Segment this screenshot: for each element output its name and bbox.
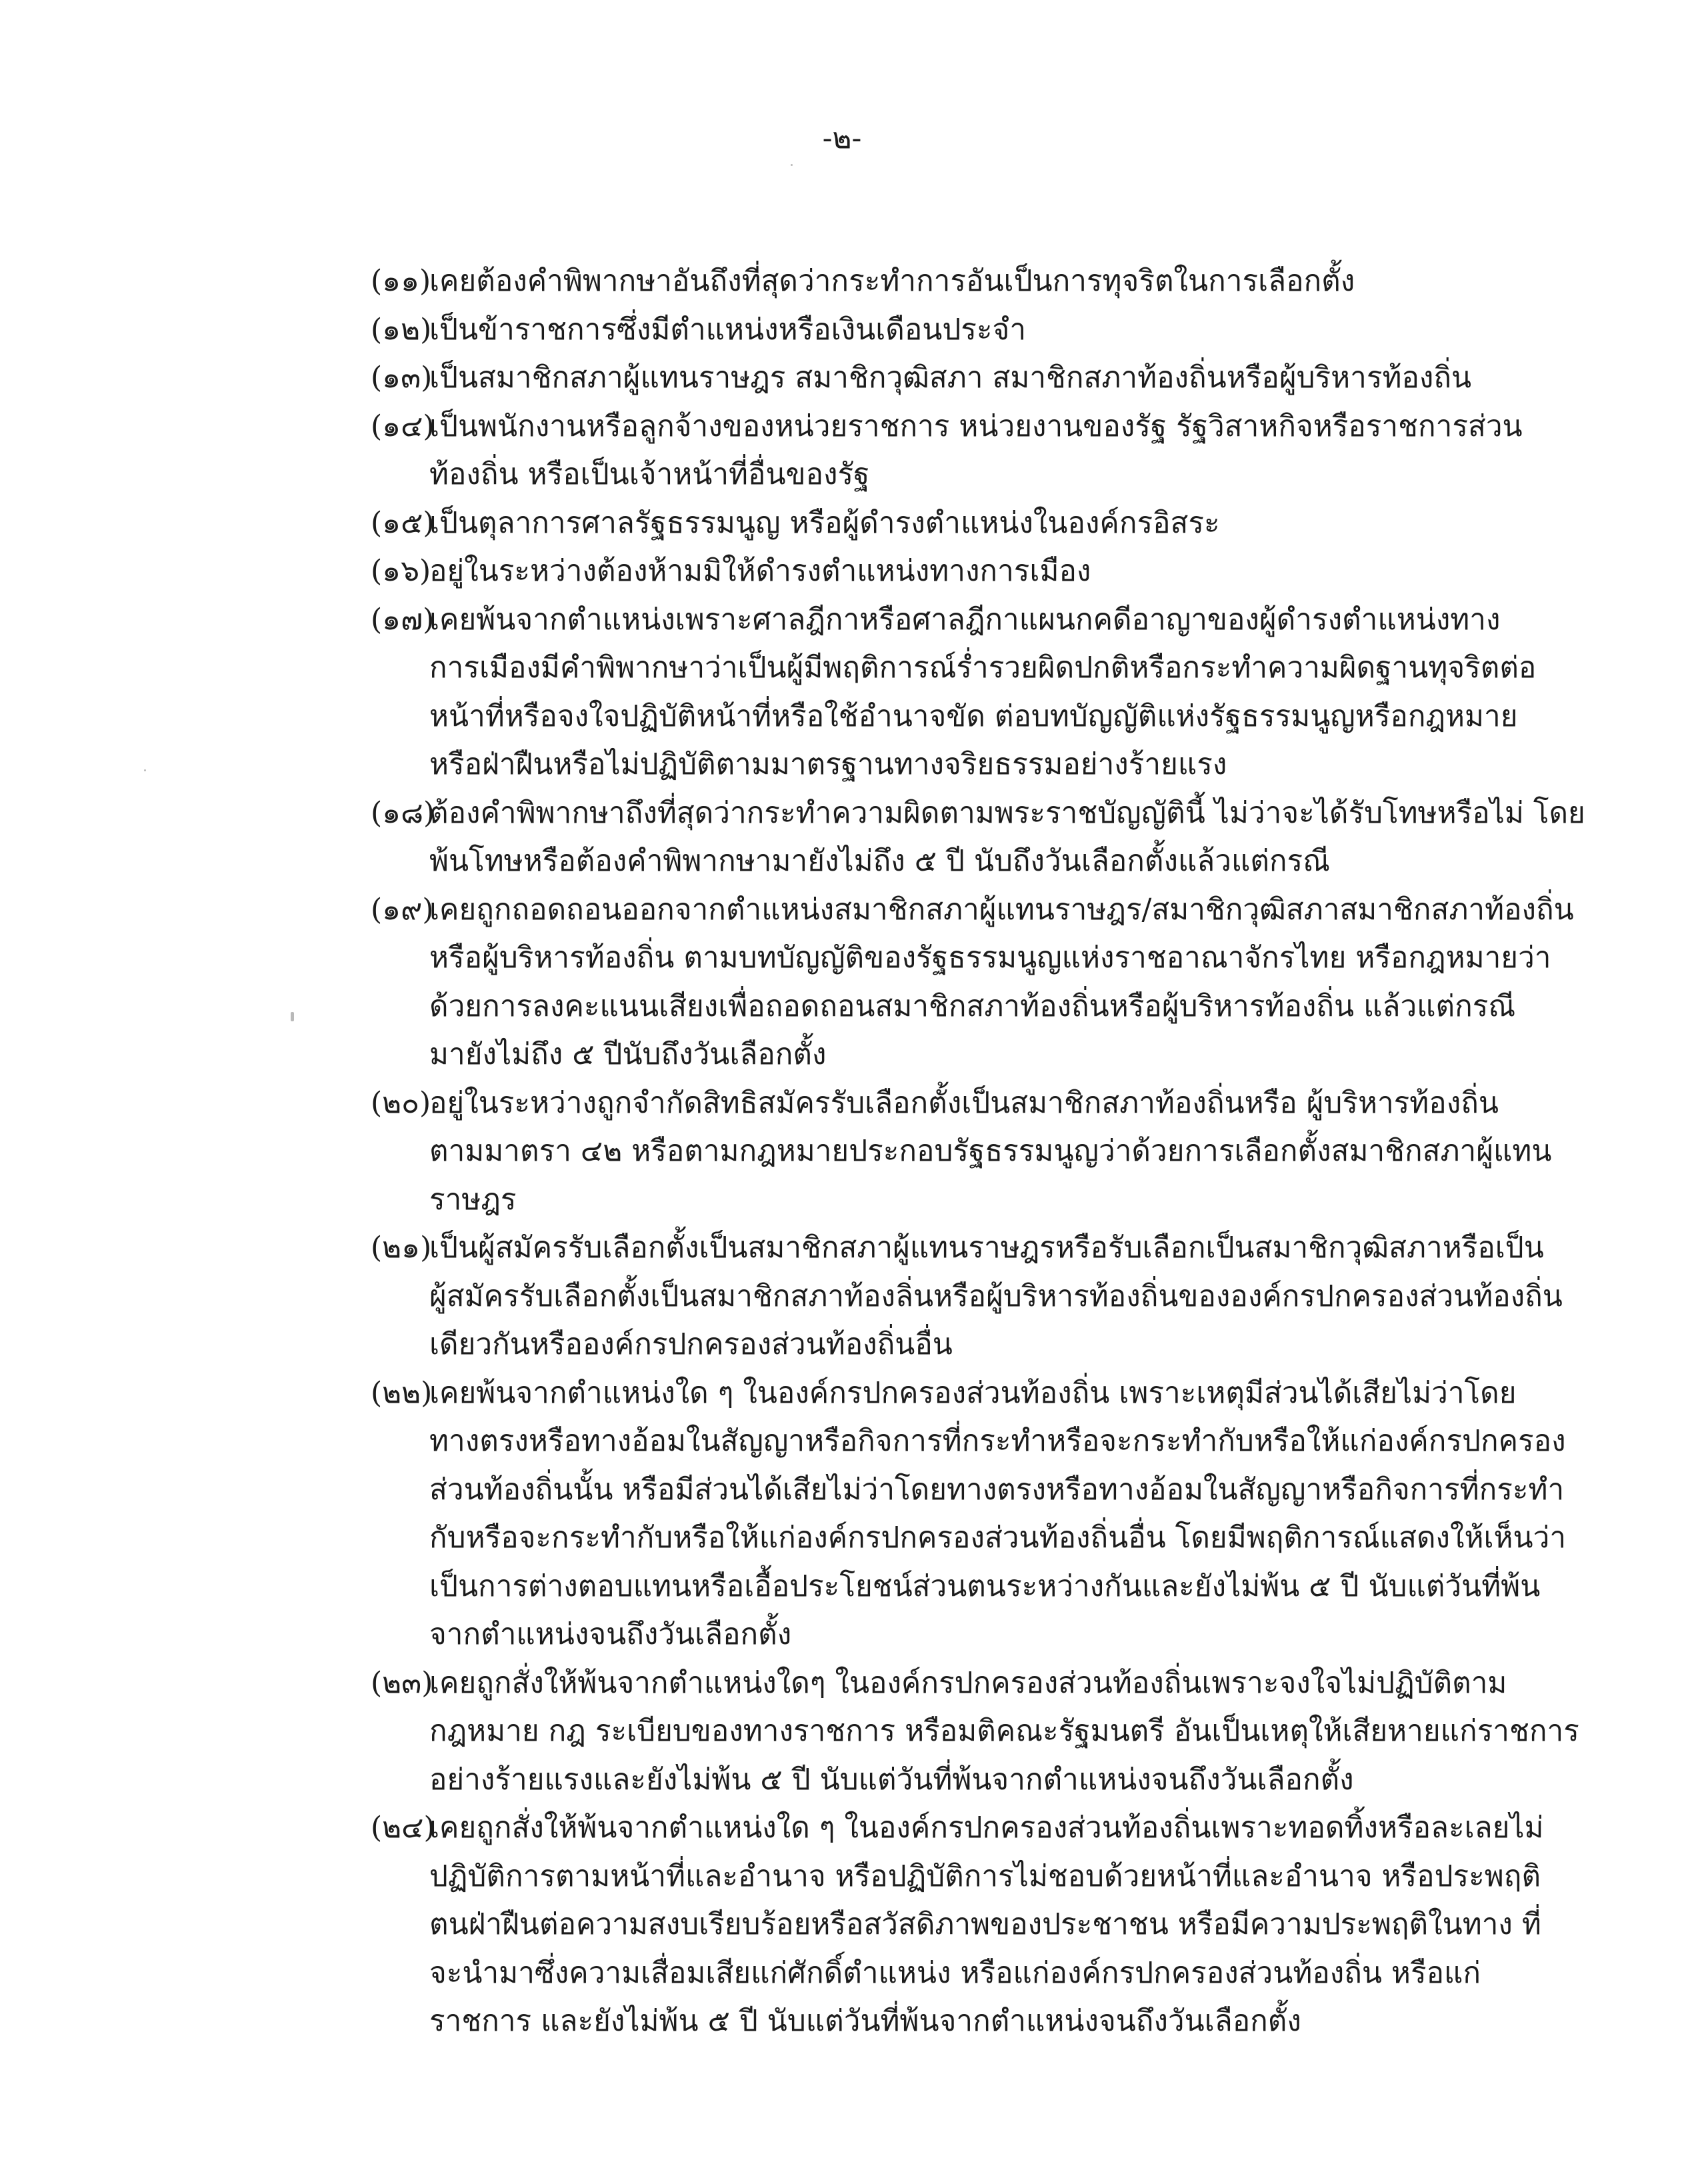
- list-item: [371, 499, 1531, 548]
- item-number: (๒๒): [371, 1375, 433, 1410]
- item-text: [429, 403, 1531, 499]
- item-text: [429, 354, 1531, 403]
- item-text-line: เคยต้องคำพิพากษาอันถึงที่สุดว่ากระทำการอันเป็นการทุจริตในการเลือกตั้ง: [429, 264, 1355, 298]
- item-number: (๑๒): [371, 312, 432, 347]
- list-item: [371, 1804, 1544, 2046]
- qualification-list: [371, 257, 1585, 2046]
- item-number: (๑๑): [371, 264, 431, 298]
- item-text: [429, 547, 1531, 596]
- scan-speck: [791, 164, 793, 166]
- list-item: [371, 547, 1531, 596]
- item-number: (๑๓): [371, 361, 433, 395]
- item-text: [429, 1804, 1544, 2046]
- item-text-line: เป็นผู้สมัครรับเลือกตั้งเป็นสมาชิกสภาผู้แทนราษฎรหรือรับเลือกเป็นสมาชิกวุฒิสภาหรือเป็น: [429, 1231, 1544, 1265]
- item-number: (๑๗): [371, 602, 435, 637]
- item-text-line: เป็นตุลาการศาลรัฐธรรมนูญ หรือผู้ดำรงตำแหน่งในองค์กรอิสระ: [429, 505, 1220, 540]
- item-number: (๒๔): [371, 1811, 435, 1845]
- item-number: (๑๙): [371, 892, 434, 927]
- list-item: [371, 596, 1537, 789]
- list-item: [371, 1659, 1579, 1805]
- item-text-line: จะนำมาซึ่งความเสื่อมเสียแก่ศักดิ์ตำแหน่ง หรือแก่องค์กรปกครองส่วนท้องถิ่น หรือแก่: [429, 1955, 1481, 1990]
- item-text-line: หรือฝ่าฝืนหรือไม่ปฏิบัติตามมาตรฐานทางจริยธรรมอย่างร้ายแรง: [429, 747, 1227, 781]
- item-text-line: ด้วยการลงคะแนนเสียงเพื่อถอดถอนสมาชิกสภาท้องถิ่นหรือผู้บริหารท้องถิ่น แล้วแต่กรณี: [429, 989, 1516, 1023]
- item-text-line: กับหรือจะกระทำกับหรือให้แก่องค์กรปกครองส่วนท้องถิ่นอื่น โดยมีพฤติการณ์แสดงให้เห็นว่า: [429, 1521, 1567, 1555]
- item-text-line: หน้าที่หรือจงใจปฏิบัติหน้าที่หรือใช้อำนาจขัด ต่อบทบัญญัติแห่งรัฐธรรมนูญหรือกฎหมาย: [429, 699, 1518, 733]
- item-text-line: อยู่ในระหว่างถูกจำกัดสิทธิสมัครรับเลือกตั้งเป็นสมาชิกสภาท้องถิ่นหรือ ผู้บริหารท้องถิ่น: [429, 1085, 1499, 1120]
- item-text-line: อย่างร้ายแรงและยังไม่พ้น ๕ ปี นับแต่วันที่พ้นจากตำแหน่งจนถึงวันเลือกตั้ง: [429, 1762, 1354, 1797]
- item-text-line: กฎหมาย กฎ ระเบียบของทางราชการ หรือมติคณะรัฐมนตรี อันเป็นเหตุให้เสียหายแก่ราชการ: [429, 1714, 1579, 1748]
- item-text-line: ราชการ และยังไม่พ้น ๕ ปี นับแต่วันที่พ้นจากตำแหน่งจนถึงวันเลือกตั้ง: [429, 2004, 1301, 2038]
- item-text-line: เคยถูกสั่งให้พ้นจากตำแหน่งใดๆ ในองค์กรปกครองส่วนท้องถิ่นเพราะจงใจไม่ปฏิบัติตาม: [429, 1665, 1507, 1700]
- item-text-line: จากตำแหน่งจนถึงวันเลือกตั้ง: [429, 1617, 792, 1651]
- item-text-line: ต้องคำพิพากษาถึงที่สุดว่ากระทำความผิดตามพระราชบัญญัตินี้ ไม่ว่าจะได้รับโทษหรือไม่ โดย: [429, 795, 1585, 830]
- item-text-line: เป็นสมาชิกสภาผู้แทนราษฎร สมาชิกวุฒิสภา สมาชิกสภาท้องถิ่นหรือผู้บริหารท้องถิ่น: [429, 361, 1472, 395]
- item-text-line: ผู้สมัครรับเลือกตั้งเป็นสมาชิกสภาท้องลิ่นหรือผู้บริหารท้องถิ่นขององค์กรปกครองส่วนท้องถิ่น: [429, 1279, 1563, 1313]
- item-text: [429, 1079, 1552, 1225]
- item-text-line: ปฏิบัติการตามหน้าที่และอำนาจ หรือปฏิบัติการไม่ชอบด้วยหน้าที่และอำนาจ หรือประพฤติ: [429, 1859, 1541, 1893]
- item-text-line: เป็นข้าราชการซึ่งมีตำแหน่งหรือเงินเดือนประจำ: [429, 312, 1027, 347]
- item-text-line: ทางตรงหรือทางอ้อมในสัญญาหรือกิจการที่กระทำหรือจะกระทำกับหรือให้แก่องค์กรปกครอง: [429, 1424, 1566, 1458]
- list-item: [371, 354, 1531, 403]
- item-text-line: เคยพ้นจากตำแหน่งเพราะศาลฎีกาหรือศาลฎีกาแผนกคดีอาญาของผู้ดำรงตำแหน่งทาง: [429, 602, 1501, 637]
- item-text-line: พ้นโทษหรือต้องคำพิพากษามายังไม่ถึง ๕ ปี นับถึงวันเลือกตั้งแล้วแต่กรณี: [429, 844, 1331, 878]
- item-text-line: ท้องถิ่น หรือเป็นเจ้าหน้าที่อื่นของรัฐ: [429, 457, 870, 491]
- item-number: (๑๘): [371, 795, 435, 830]
- list-item: [371, 306, 1531, 355]
- item-text-line: หรือผู้บริหารท้องถิ่น ตามบทบัญญัติของรัฐธรรมนูญแห่งราชอาณาจักรไทย หรือกฎหมายว่า: [429, 941, 1551, 975]
- item-text-line: ตนฝ่าฝืนต่อความสงบเรียบร้อยหรือสวัสดิภาพของประชาชน หรือมีความประพฤติในทาง ที่: [429, 1907, 1541, 1941]
- list-item: [371, 789, 1585, 886]
- item-number: (๑๕): [371, 505, 435, 540]
- list-item: [371, 403, 1531, 499]
- scan-speck: [144, 769, 146, 771]
- list-item: [371, 1224, 1563, 1369]
- item-text-line: เคยพ้นจากตำแหน่งใด ๆ ในองค์กรปกครองส่วนท้องถิ่น เพราะเหตุมีส่วนได้เสียไม่ว่าโดย: [429, 1375, 1517, 1410]
- item-text: [429, 886, 1574, 1079]
- item-text: [429, 1659, 1579, 1805]
- item-number: (๒๑): [371, 1231, 432, 1265]
- item-text: [429, 1369, 1567, 1659]
- item-text-line: เคยถูกถอดถอนออกจากตำแหน่งสมาชิกสภาผู้แทนราษฎร/สมาชิกวุฒิสภาสมาชิกสภาท้องถิ่น: [429, 892, 1574, 927]
- item-text: [429, 789, 1585, 886]
- item-text-line: เป็นการต่างตอบแทนหรือเอื้อประโยชน์ส่วนตนระหว่างกันและยังไม่พ้น ๕ ปี นับแต่วันที่พ้น: [429, 1569, 1541, 1603]
- item-number: (๒๐): [371, 1085, 431, 1120]
- item-text: [429, 306, 1531, 355]
- item-text-line: เป็นพนักงานหรือลูกจ้างของหน่วยราชการ หน่วยงานของรัฐ รัฐวิสาหกิจหรือราชการส่วน: [429, 409, 1523, 443]
- item-number: (๑๖): [371, 554, 431, 588]
- item-text-line: เคยถูกสั่งให้พ้นจากตำแหน่งใด ๆ ในองค์กรปกครองส่วนท้องถิ่นเพราะทอดทิ้งหรือละเลยไม่: [429, 1811, 1544, 1845]
- item-text-line: ส่วนท้องถิ่นนั้น หรือมีส่วนได้เสียไม่ว่าโดยทางตรงหรือทางอ้อมในสัญญาหรือกิจการที่กระทำ: [429, 1472, 1565, 1507]
- list-item: [371, 886, 1574, 1079]
- item-text-line: การเมืองมีคำพิพากษาว่าเป็นผู้มีพฤติการณ์ร่ำรวยผิดปกติหรือกระทำความผิดฐานทุจริตต่อ: [429, 651, 1537, 685]
- scan-speck: [291, 1012, 294, 1021]
- item-text: [429, 499, 1531, 548]
- list-item: [371, 257, 1531, 306]
- item-text-line: มายังไม่ถึง ๕ ปีนับถึงวันเลือกตั้ง: [429, 1037, 827, 1071]
- list-item: [371, 1369, 1567, 1659]
- item-text-line: ราษฎร: [429, 1182, 517, 1217]
- item-text: [429, 596, 1537, 789]
- item-text: [429, 1224, 1563, 1369]
- page-number: -๒-: [822, 121, 862, 155]
- item-text-line: อยู่ในระหว่างต้องห้ามมิให้ดำรงตำแหน่งทางการเมือง: [429, 554, 1091, 588]
- list-item: [371, 1079, 1552, 1225]
- item-text-line: เดียวกันหรือองค์กรปกครองส่วนท้องถิ่นอื่น: [429, 1327, 953, 1361]
- item-text: [429, 257, 1531, 306]
- item-text-line: ตามมาตรา ๔๒ หรือตามกฎหมายประกอบรัฐธรรมนูญว่าด้วยการเลือกตั้งสมาชิกสภาผู้แทน: [429, 1134, 1552, 1168]
- item-number: (๑๔): [371, 409, 435, 443]
- item-number: (๒๓): [371, 1665, 433, 1700]
